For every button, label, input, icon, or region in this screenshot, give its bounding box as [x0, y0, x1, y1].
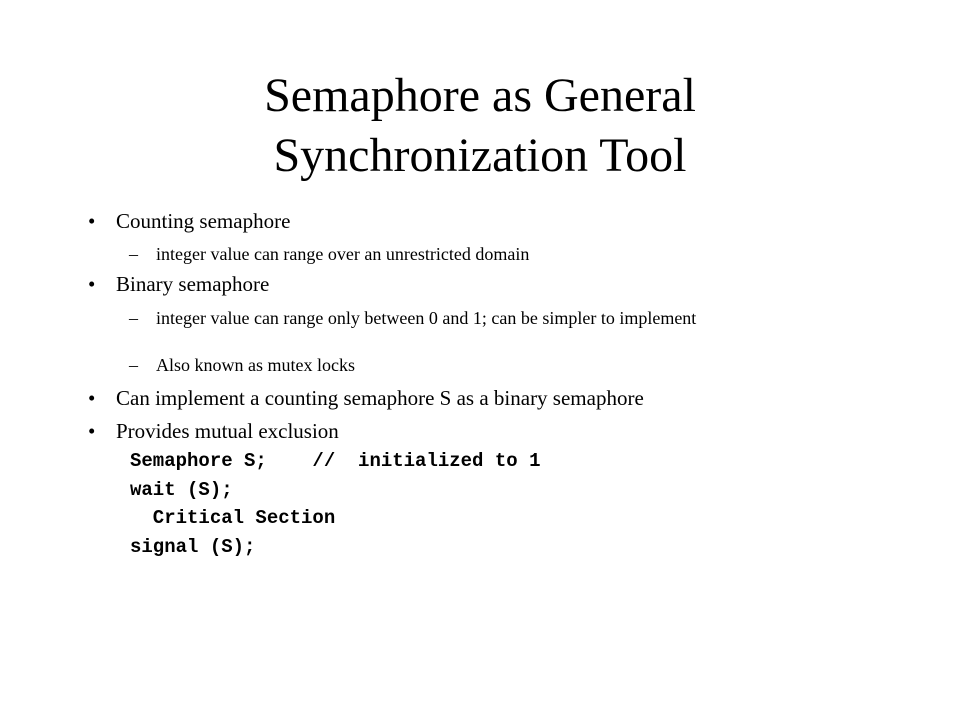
dash-marker: – — [129, 308, 138, 328]
bullet-text: Binary semaphore — [116, 272, 270, 296]
slide-title-line-1: Semaphore as General — [264, 69, 696, 122]
dash-marker: – — [129, 244, 138, 264]
sub-bullet-item — [129, 245, 789, 263]
sub-bullet-text: integer value can range over an unrestricted domain — [156, 244, 530, 264]
bullet-text: Provides mutual exclusion — [116, 419, 339, 443]
code-line-wait: wait (S); — [130, 479, 233, 501]
bullet-marker: • — [88, 272, 96, 296]
sub-bullet-text: Also known as mutex locks — [156, 355, 355, 375]
sub-bullet-text: integer value can range only between 0 and 1; can be simpler to implement — [156, 308, 697, 328]
sub-bullet-item — [129, 356, 789, 374]
dash-marker: – — [129, 355, 138, 375]
bullet-marker: • — [88, 209, 96, 233]
bullet-text: Can implement a counting semaphore S as a binary semaphore — [116, 386, 644, 410]
code-line-signal: signal (S); — [130, 536, 256, 558]
code-line-declaration: Semaphore S; // initialized to 1 — [130, 450, 541, 472]
bullet-marker: • — [88, 386, 96, 410]
sub-bullet-item — [129, 309, 789, 327]
code-line-critical-section: Critical Section — [130, 507, 336, 529]
bullet-text: Counting semaphore — [116, 209, 291, 233]
bullet-marker: • — [88, 419, 96, 443]
slide-title-line-2: Synchronization Tool — [273, 129, 687, 182]
